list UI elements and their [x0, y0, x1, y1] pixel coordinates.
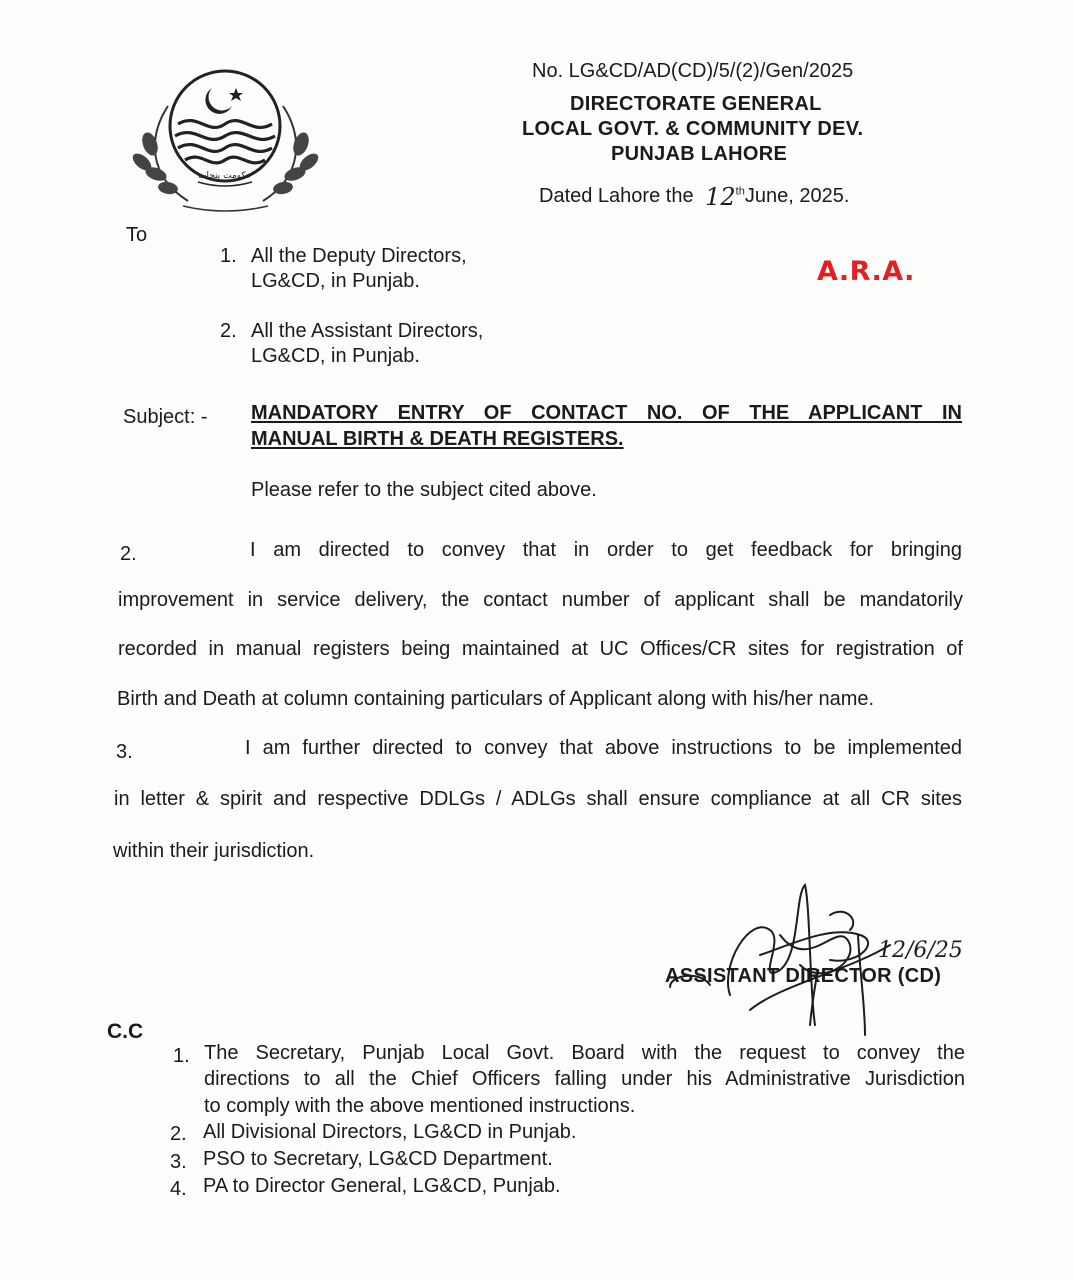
cc-2-num: 2. [170, 1123, 187, 1145]
cc-4-num: 4. [170, 1178, 187, 1200]
handwritten-signature [660, 875, 980, 1050]
dated-line: Dated Lahore the 12thJune, 2025. [539, 183, 850, 211]
paragraph-3-number: 3. [116, 741, 133, 763]
paragraph-2-line-1: I am directed to convey that in order to get feedback for bringing [250, 539, 962, 561]
org-line-2: LOCAL GOVT. & COMMUNITY DEV. [522, 118, 864, 140]
dated-day-handwritten: 12 [705, 183, 736, 211]
paragraph-2-line-4: Birth and Death at column containing particulars of Applicant along with his/her name. [117, 688, 875, 710]
paragraph-3-line-3: within their jurisdiction. [113, 840, 315, 862]
cc-1-line-3: to comply with the above mentioned instructions. [204, 1095, 636, 1117]
paragraph-3-line-2: in letter & spirit and respective DDLGs / ADLGs shall ensure compliance at all CR sites [114, 788, 962, 810]
paragraph-2-line-2: improvement in service delivery, the contact number of applicant shall be mandatorily [118, 589, 963, 611]
org-line-3: PUNJAB LAHORE [611, 143, 788, 165]
paragraph-1: Please refer to the subject cited above. [251, 479, 597, 501]
cc-4-line: PA to Director General, LG&CD, Punjab. [203, 1175, 561, 1197]
cc-1-line-2: directions to all the Chief Officers falling under his Administrative Jurisdiction [204, 1068, 965, 1090]
paragraph-2-line-3: recorded in manual registers being maintained at UC Offices/CR sites for registration of [118, 638, 963, 660]
punjab-emblem-logo [128, 66, 323, 216]
recipient-1-line-2: LG&CD, in Punjab. [251, 270, 420, 292]
cc-2-line: All Divisional Directors, LG&CD in Punjab. [203, 1121, 577, 1143]
cc-1-num: 1. [173, 1045, 190, 1067]
cc-3-line: PSO to Secretary, LG&CD Department. [203, 1148, 553, 1170]
signature-date: 12/6/25 [878, 938, 963, 963]
cc-3-num: 3. [170, 1151, 187, 1173]
cc-label: C.C [107, 1020, 144, 1043]
recipient-1-line-1: All the Deputy Directors, [251, 245, 467, 267]
recipient-1-num: 1. [220, 245, 237, 267]
recipient-2-line-2: LG&CD, in Punjab. [251, 345, 420, 367]
to-label: To [126, 224, 148, 246]
dated-prefix: Dated Lahore the [539, 185, 694, 207]
dated-suffix: June, 2025. [744, 185, 850, 207]
cc-1-line-1: The Secretary, Punjab Local Govt. Board with the request to convey the [204, 1042, 965, 1064]
org-line-1: DIRECTORATE GENERAL [570, 93, 822, 115]
subject-line-1: MANDATORY ENTRY OF CONTACT NO. OF THE APPLICANT IN [251, 402, 962, 424]
designation: ASSISTANT DIRECTOR (CD) [665, 965, 942, 987]
paragraph-2-number: 2. [120, 543, 137, 565]
recipient-2-num: 2. [220, 320, 237, 342]
subject-label: Subject: - [123, 406, 208, 428]
ara-watermark: A.R.A. [817, 256, 915, 287]
svg-text:حکومت پنجاب: حکومت پنجاب [198, 171, 252, 181]
recipient-2-line-1: All the Assistant Directors, [251, 320, 484, 342]
reference-number: No. LG&CD/AD(CD)/5/(2)/Gen/2025 [532, 60, 854, 82]
paragraph-3-line-1: I am further directed to convey that above instructions to be implemented [245, 737, 962, 759]
subject-line-2: MANUAL BIRTH & DEATH REGISTERS. [251, 428, 624, 450]
